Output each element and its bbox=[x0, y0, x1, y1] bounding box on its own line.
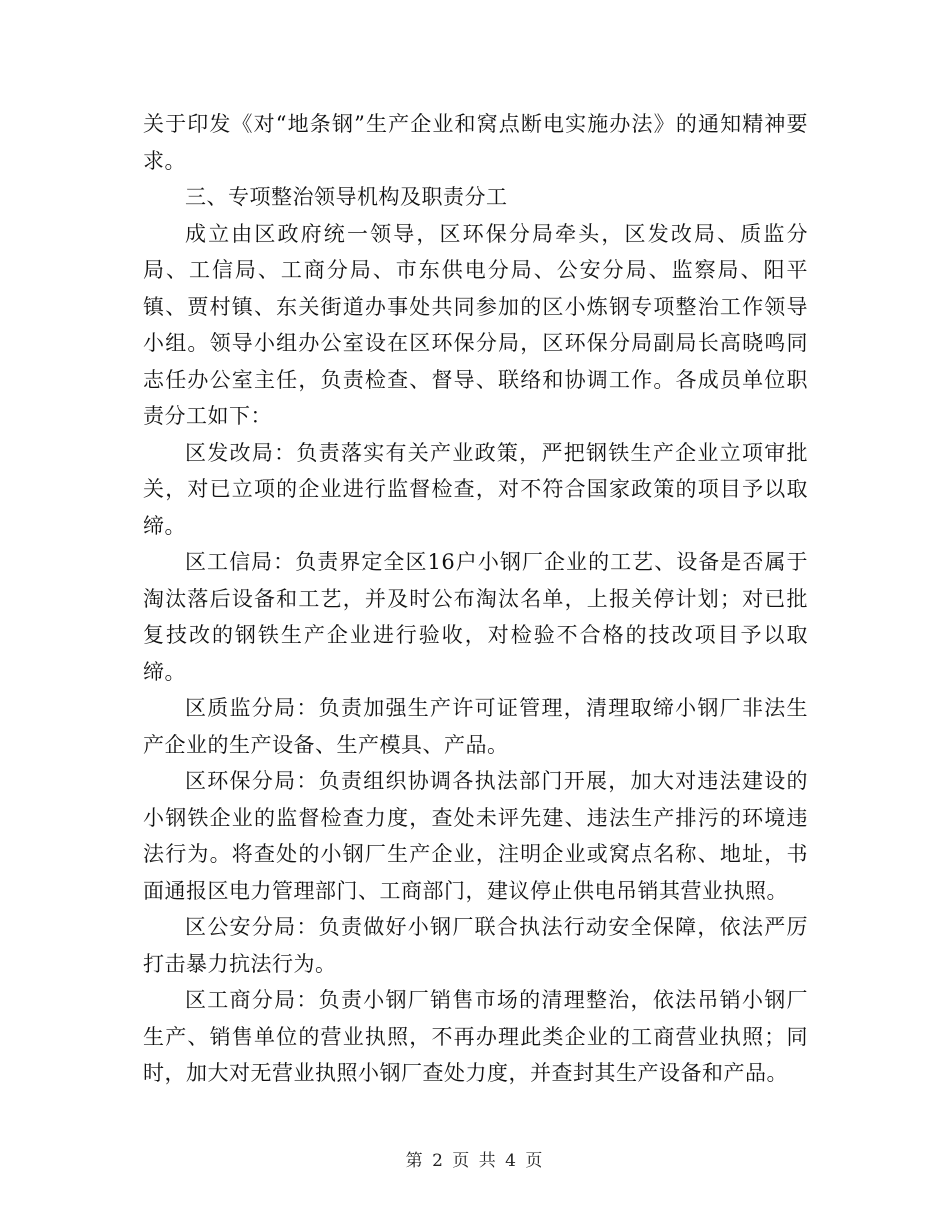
paragraph: 区工信局：负责界定全区16户小钢厂企业的工艺、设备是否属于淘汰落后设备和工艺，并及时公布淘汰名单，上报关停计划；对已批复技改的钢铁生产企业进行验收，对检验不合格的技改项目予以取缔。 bbox=[143, 550, 808, 684]
paragraph-continuation: 关于印发《对“地条钢”生产企业和窝点断电实施办法》的通知精神要求。 bbox=[143, 112, 808, 173]
paragraph: 区质监分局：负责加强生产许可证管理，清理取缔小钢厂非法生产企业的生产设备、生产模具、产品。 bbox=[143, 696, 808, 757]
paragraph: 区环保分局：负责组织协调各执法部门开展，加大对违法建设的小钢铁企业的监督检查力度，查处未评先建、违法生产排污的环境违法行为。将查处的小钢厂生产企业，注明企业或窝点名称、地址，书面通报区电力管理部门、工商部门，建议停止供电吊销其营业执照。 bbox=[143, 769, 808, 903]
section-heading: 三、专项整治领导机构及职责分工 bbox=[185, 185, 508, 209]
paragraph: 区发改局：负责落实有关产业政策，严把钢铁生产企业立项审批关，对已立项的企业进行监督检查，对不符合国家政策的项目予以取缔。 bbox=[143, 440, 808, 538]
page-number-footer: 第 2 页 共 4 页 bbox=[405, 1151, 545, 1171]
document-body bbox=[143, 106, 808, 1092]
paragraph: 区工商分局：负责小钢厂销售市场的清理整治，依法吊销小钢厂生产、销售单位的营业执照，不再办理此类企业的工商营业执照；同时，加大对无营业执照小钢厂查处力度，并查封其生产设备和产品。 bbox=[143, 988, 808, 1085]
paragraph: 成立由区政府统一领导，区环保分局牵头，区发改局、质监分局、工信局、工商分局、市东供电分局、公安分局、监察局、阳平镇、贾村镇、东关街道办事处共同参加的区小炼钢专项整治工作领导小组。领导小组办公室设在区环保分局，区环保分局副局长高晓鸣同志任办公室主任，负责检查、督导、联络和协调工作。各成员单位职责分工如下： bbox=[143, 221, 808, 428]
paragraph: 区公安分局：负责做好小钢厂联合执法行动安全保障，依法严厉打击暴力抗法行为。 bbox=[143, 915, 808, 976]
